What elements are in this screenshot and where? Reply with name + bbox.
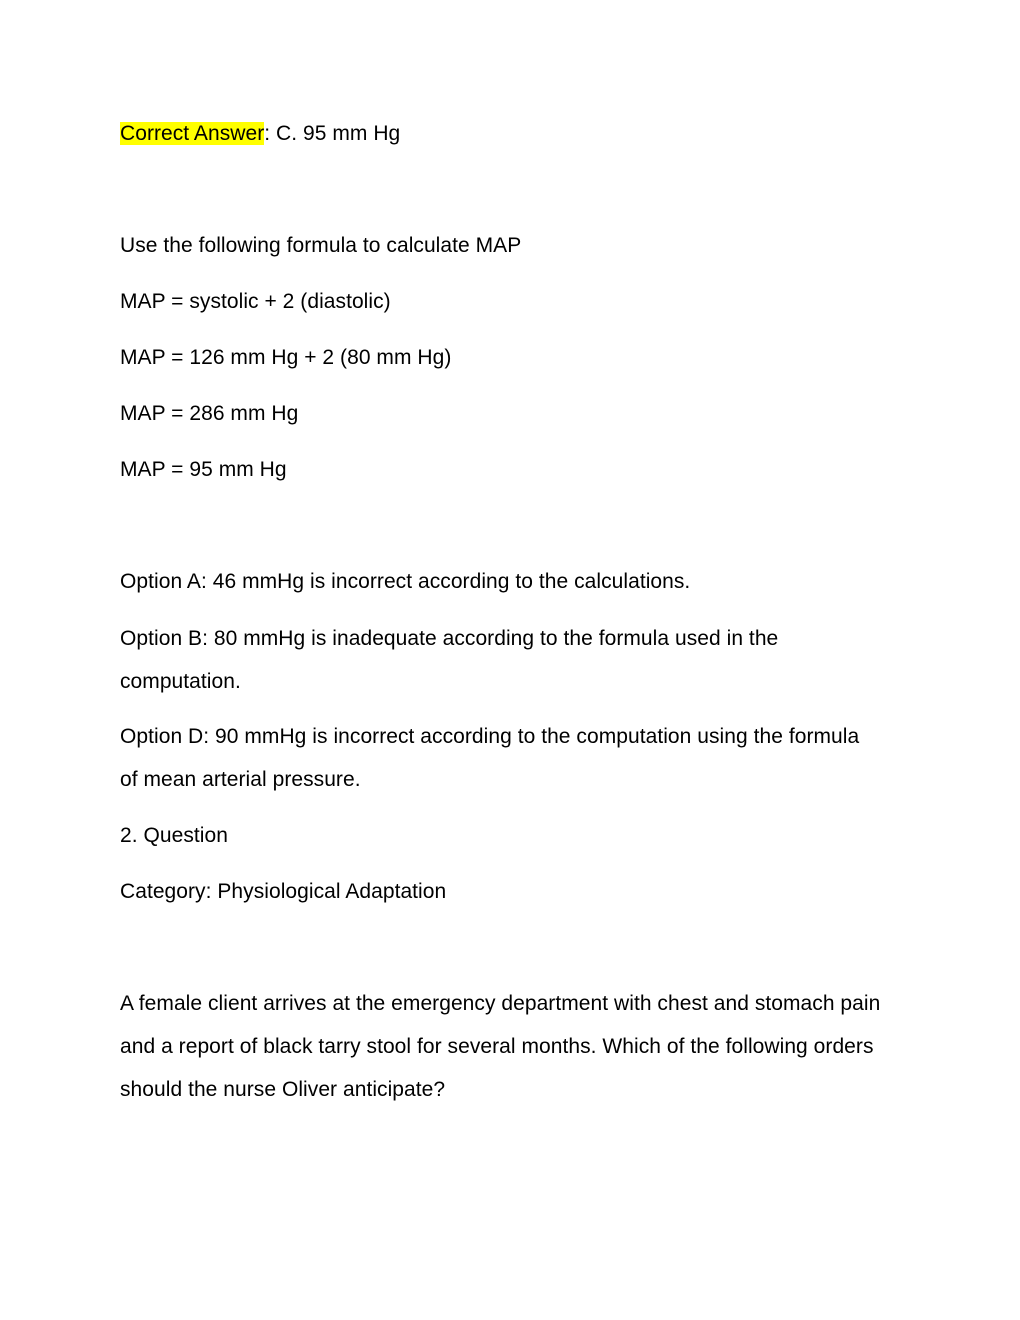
option-a-explanation: Option A: 46 mmHg is incorrect according to the calculations. (120, 570, 691, 593)
option-b-explanation: Option B: 80 mmHg is inadequate according to the formula used in the (120, 627, 779, 650)
question-text: A female client arrives at the emergency department with chest and stomach pain (120, 992, 881, 1015)
question-number: 2. Question (120, 824, 228, 847)
correct-answer-label: Correct Answer (120, 122, 265, 145)
option-d-explanation: Option D: 90 mmHg is incorrect according to the computation using the formula (120, 725, 860, 748)
question-text: should the nurse Oliver anticipate? (120, 1078, 446, 1101)
formula-step: MAP = 286 mm Hg (120, 402, 299, 425)
formula-step: MAP = 126 mm Hg + 2 (80 mm Hg) (120, 346, 452, 369)
correct-answer-value: : C. 95 mm Hg (264, 122, 401, 145)
question-category: Category: Physiological Adaptation (120, 880, 447, 903)
question-text: and a report of black tarry stool for several months. Which of the following orders (120, 1035, 874, 1058)
option-d-explanation: of mean arterial pressure. (120, 768, 361, 791)
option-b-explanation: computation. (120, 670, 241, 693)
formula-step: MAP = 95 mm Hg (120, 458, 287, 481)
formula-step: MAP = systolic + 2 (diastolic) (120, 290, 391, 313)
correct-answer-line (120, 122, 400, 146)
formula-intro: Use the following formula to calculate MAP (120, 234, 522, 257)
